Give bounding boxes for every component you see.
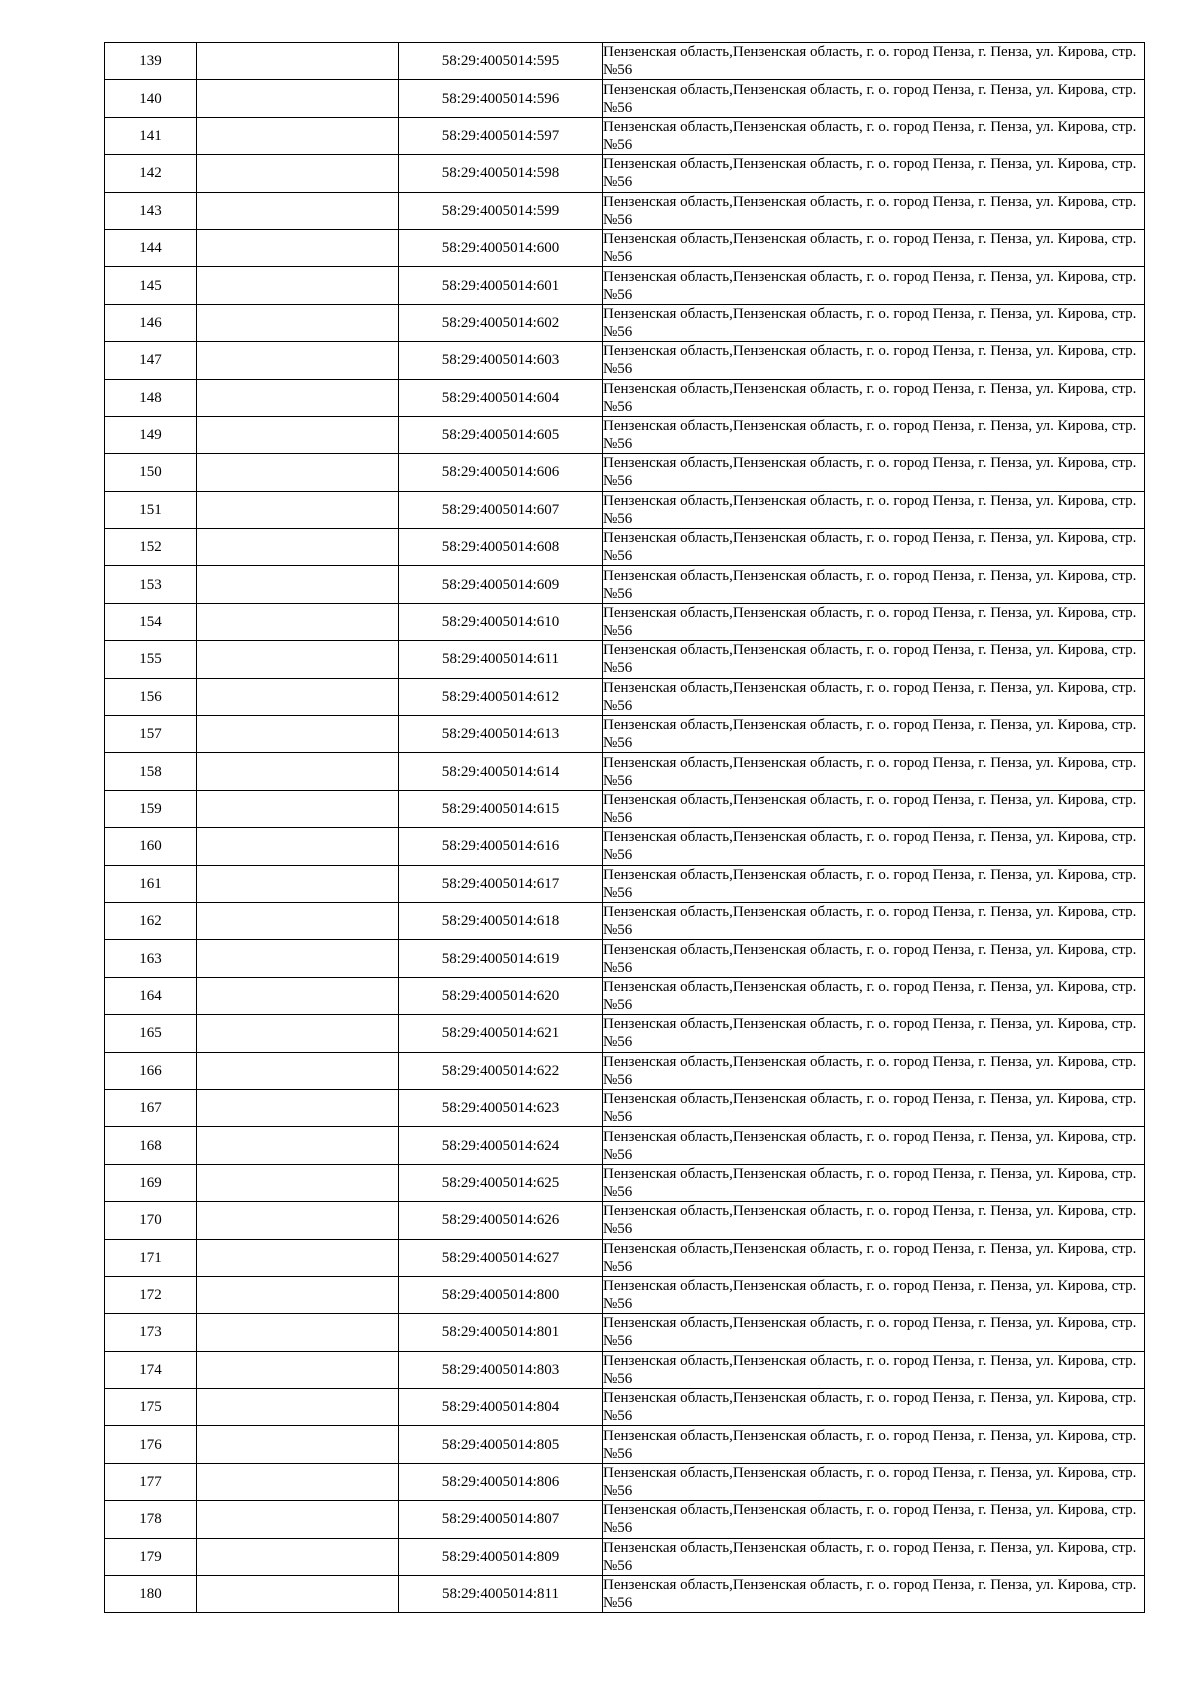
cadastral-number-cell: 58:29:4005014:599 <box>399 192 603 229</box>
address-cell: Пензенская область,Пензенская область, г. о. город Пенза, г. Пенза, ул. Кирова, стр. №56 <box>603 716 1145 753</box>
address-cell: Пензенская область,Пензенская область, г. о. город Пенза, г. Пенза, ул. Кирова, стр. №56 <box>603 1089 1145 1126</box>
blank-cell <box>197 416 399 453</box>
address-cell: Пензенская область,Пензенская область, г. о. город Пенза, г. Пенза, ул. Кирова, стр. №56 <box>603 940 1145 977</box>
cadastral-number-cell: 58:29:4005014:805 <box>399 1426 603 1463</box>
cadastral-number-cell: 58:29:4005014:620 <box>399 977 603 1014</box>
cadastral-number-cell: 58:29:4005014:606 <box>399 454 603 491</box>
address-cell: Пензенская область,Пензенская область, г. о. город Пенза, г. Пенза, ул. Кирова, стр. №56 <box>603 902 1145 939</box>
blank-cell <box>197 1164 399 1201</box>
blank-cell <box>197 379 399 416</box>
row-number-cell: 152 <box>105 529 197 566</box>
row-number-cell: 164 <box>105 977 197 1014</box>
cadastral-number-cell: 58:29:4005014:613 <box>399 716 603 753</box>
row-number-cell: 145 <box>105 267 197 304</box>
blank-cell <box>197 1463 399 1500</box>
blank-cell <box>197 1538 399 1575</box>
cadastral-number-cell: 58:29:4005014:616 <box>399 828 603 865</box>
table-row <box>105 1389 1145 1426</box>
table-row <box>105 603 1145 640</box>
address-cell: Пензенская область,Пензенская область, г. о. город Пенза, г. Пенза, ул. Кирова, стр. №56 <box>603 80 1145 117</box>
table-row <box>105 716 1145 753</box>
address-cell: Пензенская область,Пензенская область, г. о. город Пенза, г. Пенза, ул. Кирова, стр. №56 <box>603 1501 1145 1538</box>
blank-cell <box>197 940 399 977</box>
table-row <box>105 940 1145 977</box>
address-cell: Пензенская область,Пензенская область, г. о. город Пенза, г. Пенза, ул. Кирова, стр. №56 <box>603 267 1145 304</box>
table-row <box>105 1276 1145 1313</box>
blank-cell <box>197 1202 399 1239</box>
row-number-cell: 142 <box>105 155 197 192</box>
table-row <box>105 1164 1145 1201</box>
cadastral-number-cell: 58:29:4005014:605 <box>399 416 603 453</box>
blank-cell <box>197 1314 399 1351</box>
cadastral-number-cell: 58:29:4005014:611 <box>399 641 603 678</box>
blank-cell <box>197 1127 399 1164</box>
row-number-cell: 169 <box>105 1164 197 1201</box>
table-row <box>105 641 1145 678</box>
blank-cell <box>197 1015 399 1052</box>
blank-cell <box>197 529 399 566</box>
row-number-cell: 154 <box>105 603 197 640</box>
table-row <box>105 1463 1145 1500</box>
cadastral-number-cell: 58:29:4005014:615 <box>399 790 603 827</box>
row-number-cell: 167 <box>105 1089 197 1126</box>
blank-cell <box>197 1501 399 1538</box>
address-cell: Пензенская область,Пензенская область, г. о. город Пенза, г. Пенза, ул. Кирова, стр. №56 <box>603 566 1145 603</box>
row-number-cell: 144 <box>105 229 197 266</box>
blank-cell <box>197 716 399 753</box>
row-number-cell: 156 <box>105 678 197 715</box>
blank-cell <box>197 566 399 603</box>
row-number-cell: 177 <box>105 1463 197 1500</box>
table-row <box>105 1089 1145 1126</box>
address-cell: Пензенская область,Пензенская область, г. о. город Пенза, г. Пенза, ул. Кирова, стр. №56 <box>603 1351 1145 1388</box>
address-cell: Пензенская область,Пензенская область, г. о. город Пенза, г. Пенза, ул. Кирова, стр. №56 <box>603 828 1145 865</box>
cadastral-number-cell: 58:29:4005014:596 <box>399 80 603 117</box>
table-row <box>105 529 1145 566</box>
cadastral-number-cell: 58:29:4005014:603 <box>399 342 603 379</box>
address-cell: Пензенская область,Пензенская область, г. о. город Пенза, г. Пенза, ул. Кирова, стр. №56 <box>603 529 1145 566</box>
address-cell: Пензенская область,Пензенская область, г. о. город Пенза, г. Пенза, ул. Кирова, стр. №56 <box>603 491 1145 528</box>
table-row <box>105 977 1145 1014</box>
cadastral-number-cell: 58:29:4005014:800 <box>399 1276 603 1313</box>
address-cell: Пензенская область,Пензенская область, г. о. город Пенза, г. Пенза, ул. Кирова, стр. №56 <box>603 416 1145 453</box>
blank-cell <box>197 977 399 1014</box>
table-row <box>105 1426 1145 1463</box>
row-number-cell: 168 <box>105 1127 197 1164</box>
cadastral-number-cell: 58:29:4005014:801 <box>399 1314 603 1351</box>
address-cell: Пензенская область,Пензенская область, г. о. город Пенза, г. Пенза, ул. Кирова, стр. №56 <box>603 678 1145 715</box>
row-number-cell: 147 <box>105 342 197 379</box>
address-cell: Пензенская область,Пензенская область, г. о. город Пенза, г. Пенза, ул. Кирова, стр. №56 <box>603 1202 1145 1239</box>
cadastral-number-cell: 58:29:4005014:624 <box>399 1127 603 1164</box>
cadastral-number-cell: 58:29:4005014:809 <box>399 1538 603 1575</box>
row-number-cell: 175 <box>105 1389 197 1426</box>
cadastral-number-cell: 58:29:4005014:601 <box>399 267 603 304</box>
table-row <box>105 117 1145 154</box>
cadastral-number-cell: 58:29:4005014:597 <box>399 117 603 154</box>
row-number-cell: 173 <box>105 1314 197 1351</box>
row-number-cell: 180 <box>105 1576 197 1613</box>
blank-cell <box>197 267 399 304</box>
address-cell: Пензенская область,Пензенская область, г. о. город Пенза, г. Пенза, ул. Кирова, стр. №56 <box>603 155 1145 192</box>
row-number-cell: 158 <box>105 753 197 790</box>
table-row <box>105 1314 1145 1351</box>
address-cell: Пензенская область,Пензенская область, г. о. город Пенза, г. Пенза, ул. Кирова, стр. №56 <box>603 641 1145 678</box>
row-number-cell: 172 <box>105 1276 197 1313</box>
blank-cell <box>197 117 399 154</box>
table-row <box>105 267 1145 304</box>
row-number-cell: 174 <box>105 1351 197 1388</box>
table-row <box>105 678 1145 715</box>
cadastral-number-cell: 58:29:4005014:621 <box>399 1015 603 1052</box>
cadastral-number-cell: 58:29:4005014:600 <box>399 229 603 266</box>
table-row <box>105 566 1145 603</box>
blank-cell <box>197 229 399 266</box>
table-row <box>105 192 1145 229</box>
table-row <box>105 1239 1145 1276</box>
cadastral-number-cell: 58:29:4005014:806 <box>399 1463 603 1500</box>
blank-cell <box>197 1276 399 1313</box>
table-row <box>105 1351 1145 1388</box>
address-cell: Пензенская область,Пензенская область, г. о. город Пенза, г. Пенза, ул. Кирова, стр. №56 <box>603 790 1145 827</box>
address-cell: Пензенская область,Пензенская область, г. о. город Пенза, г. Пенза, ул. Кирова, стр. №56 <box>603 1164 1145 1201</box>
cadastral-number-cell: 58:29:4005014:625 <box>399 1164 603 1201</box>
table-row <box>105 1576 1145 1613</box>
address-cell: Пензенская область,Пензенская область, г. о. город Пенза, г. Пенза, ул. Кирова, стр. №56 <box>603 43 1145 80</box>
address-cell: Пензенская область,Пензенская область, г. о. город Пенза, г. Пенза, ул. Кирова, стр. №56 <box>603 1015 1145 1052</box>
row-number-cell: 170 <box>105 1202 197 1239</box>
table-row <box>105 43 1145 80</box>
table-row <box>105 80 1145 117</box>
blank-cell <box>197 753 399 790</box>
blank-cell <box>197 491 399 528</box>
table-row <box>105 454 1145 491</box>
cadastral-number-cell: 58:29:4005014:811 <box>399 1576 603 1613</box>
blank-cell <box>197 790 399 827</box>
address-cell: Пензенская область,Пензенская область, г. о. город Пенза, г. Пенза, ул. Кирова, стр. №56 <box>603 977 1145 1014</box>
address-cell: Пензенская область,Пензенская область, г. о. город Пенза, г. Пенза, ул. Кирова, стр. №56 <box>603 865 1145 902</box>
blank-cell <box>197 80 399 117</box>
table-row <box>105 1052 1145 1089</box>
address-cell: Пензенская область,Пензенская область, г. о. город Пенза, г. Пенза, ул. Кирова, стр. №56 <box>603 1538 1145 1575</box>
cadastral-number-cell: 58:29:4005014:618 <box>399 902 603 939</box>
address-cell: Пензенская область,Пензенская область, г. о. город Пенза, г. Пенза, ул. Кирова, стр. №56 <box>603 603 1145 640</box>
table-row <box>105 753 1145 790</box>
table-row <box>105 379 1145 416</box>
address-cell: Пензенская область,Пензенская область, г. о. город Пенза, г. Пенза, ул. Кирова, стр. №56 <box>603 1127 1145 1164</box>
cadastral-number-cell: 58:29:4005014:595 <box>399 43 603 80</box>
table-row <box>105 865 1145 902</box>
cadastral-number-cell: 58:29:4005014:804 <box>399 1389 603 1426</box>
blank-cell <box>197 1576 399 1613</box>
blank-cell <box>197 304 399 341</box>
address-cell: Пензенская область,Пензенская область, г. о. город Пенза, г. Пенза, ул. Кирова, стр. №56 <box>603 1576 1145 1613</box>
row-number-cell: 148 <box>105 379 197 416</box>
cadastral-number-cell: 58:29:4005014:602 <box>399 304 603 341</box>
blank-cell <box>197 1052 399 1089</box>
blank-cell <box>197 865 399 902</box>
row-number-cell: 176 <box>105 1426 197 1463</box>
address-cell: Пензенская область,Пензенская область, г. о. город Пенза, г. Пенза, ул. Кирова, стр. №56 <box>603 229 1145 266</box>
cadastral-number-cell: 58:29:4005014:619 <box>399 940 603 977</box>
address-cell: Пензенская область,Пензенская область, г. о. город Пенза, г. Пенза, ул. Кирова, стр. №56 <box>603 1239 1145 1276</box>
table-row <box>105 828 1145 865</box>
cadastral-number-cell: 58:29:4005014:807 <box>399 1501 603 1538</box>
row-number-cell: 163 <box>105 940 197 977</box>
cadastral-number-cell: 58:29:4005014:626 <box>399 1202 603 1239</box>
row-number-cell: 166 <box>105 1052 197 1089</box>
address-cell: Пензенская область,Пензенская область, г. о. город Пенза, г. Пенза, ул. Кирова, стр. №56 <box>603 454 1145 491</box>
row-number-cell: 153 <box>105 566 197 603</box>
row-number-cell: 155 <box>105 641 197 678</box>
blank-cell <box>197 155 399 192</box>
address-cell: Пензенская область,Пензенская область, г. о. город Пенза, г. Пенза, ул. Кирова, стр. №56 <box>603 379 1145 416</box>
table-row <box>105 416 1145 453</box>
row-number-cell: 140 <box>105 80 197 117</box>
blank-cell <box>197 43 399 80</box>
blank-cell <box>197 1389 399 1426</box>
row-number-cell: 178 <box>105 1501 197 1538</box>
cadastral-registry-table <box>104 42 1145 1613</box>
blank-cell <box>197 454 399 491</box>
cadastral-number-cell: 58:29:4005014:612 <box>399 678 603 715</box>
table-row <box>105 304 1145 341</box>
row-number-cell: 143 <box>105 192 197 229</box>
blank-cell <box>197 1426 399 1463</box>
cadastral-number-cell: 58:29:4005014:627 <box>399 1239 603 1276</box>
table-row <box>105 229 1145 266</box>
row-number-cell: 141 <box>105 117 197 154</box>
table-row <box>105 1501 1145 1538</box>
cadastral-number-cell: 58:29:4005014:623 <box>399 1089 603 1126</box>
cadastral-number-cell: 58:29:4005014:803 <box>399 1351 603 1388</box>
row-number-cell: 149 <box>105 416 197 453</box>
address-cell: Пензенская область,Пензенская область, г. о. город Пенза, г. Пенза, ул. Кирова, стр. №56 <box>603 1389 1145 1426</box>
address-cell: Пензенская область,Пензенская область, г. о. город Пенза, г. Пенза, ул. Кирова, стр. №56 <box>603 753 1145 790</box>
address-cell: Пензенская область,Пензенская область, г. о. город Пенза, г. Пенза, ул. Кирова, стр. №56 <box>603 1314 1145 1351</box>
row-number-cell: 161 <box>105 865 197 902</box>
row-number-cell: 151 <box>105 491 197 528</box>
row-number-cell: 165 <box>105 1015 197 1052</box>
address-cell: Пензенская область,Пензенская область, г. о. город Пенза, г. Пенза, ул. Кирова, стр. №56 <box>603 1426 1145 1463</box>
cadastral-number-cell: 58:29:4005014:608 <box>399 529 603 566</box>
table-row <box>105 1015 1145 1052</box>
address-cell: Пензенская область,Пензенская область, г. о. город Пенза, г. Пенза, ул. Кирова, стр. №56 <box>603 192 1145 229</box>
row-number-cell: 162 <box>105 902 197 939</box>
address-cell: Пензенская область,Пензенская область, г. о. город Пенза, г. Пенза, ул. Кирова, стр. №56 <box>603 1463 1145 1500</box>
table-row <box>105 155 1145 192</box>
blank-cell <box>197 603 399 640</box>
table-row <box>105 790 1145 827</box>
blank-cell <box>197 828 399 865</box>
table-row <box>105 1202 1145 1239</box>
blank-cell <box>197 1239 399 1276</box>
row-number-cell: 139 <box>105 43 197 80</box>
cadastral-number-cell: 58:29:4005014:607 <box>399 491 603 528</box>
blank-cell <box>197 192 399 229</box>
address-cell: Пензенская область,Пензенская область, г. о. город Пенза, г. Пенза, ул. Кирова, стр. №56 <box>603 342 1145 379</box>
table-body <box>105 43 1145 1613</box>
cadastral-number-cell: 58:29:4005014:604 <box>399 379 603 416</box>
address-cell: Пензенская область,Пензенская область, г. о. город Пенза, г. Пенза, ул. Кирова, стр. №56 <box>603 304 1145 341</box>
row-number-cell: 157 <box>105 716 197 753</box>
cadastral-number-cell: 58:29:4005014:610 <box>399 603 603 640</box>
row-number-cell: 159 <box>105 790 197 827</box>
cadastral-number-cell: 58:29:4005014:614 <box>399 753 603 790</box>
blank-cell <box>197 342 399 379</box>
table-row <box>105 902 1145 939</box>
table-row <box>105 1127 1145 1164</box>
row-number-cell: 179 <box>105 1538 197 1575</box>
cadastral-number-cell: 58:29:4005014:609 <box>399 566 603 603</box>
blank-cell <box>197 1351 399 1388</box>
address-cell: Пензенская область,Пензенская область, г. о. город Пенза, г. Пенза, ул. Кирова, стр. №56 <box>603 1276 1145 1313</box>
blank-cell <box>197 678 399 715</box>
cadastral-number-cell: 58:29:4005014:598 <box>399 155 603 192</box>
blank-cell <box>197 902 399 939</box>
row-number-cell: 146 <box>105 304 197 341</box>
cadastral-number-cell: 58:29:4005014:617 <box>399 865 603 902</box>
address-cell: Пензенская область,Пензенская область, г. о. город Пенза, г. Пенза, ул. Кирова, стр. №56 <box>603 1052 1145 1089</box>
table-row <box>105 342 1145 379</box>
table-row <box>105 1538 1145 1575</box>
row-number-cell: 171 <box>105 1239 197 1276</box>
blank-cell <box>197 641 399 678</box>
row-number-cell: 150 <box>105 454 197 491</box>
row-number-cell: 160 <box>105 828 197 865</box>
table-row <box>105 491 1145 528</box>
address-cell: Пензенская область,Пензенская область, г. о. город Пенза, г. Пенза, ул. Кирова, стр. №56 <box>603 117 1145 154</box>
blank-cell <box>197 1089 399 1126</box>
cadastral-number-cell: 58:29:4005014:622 <box>399 1052 603 1089</box>
